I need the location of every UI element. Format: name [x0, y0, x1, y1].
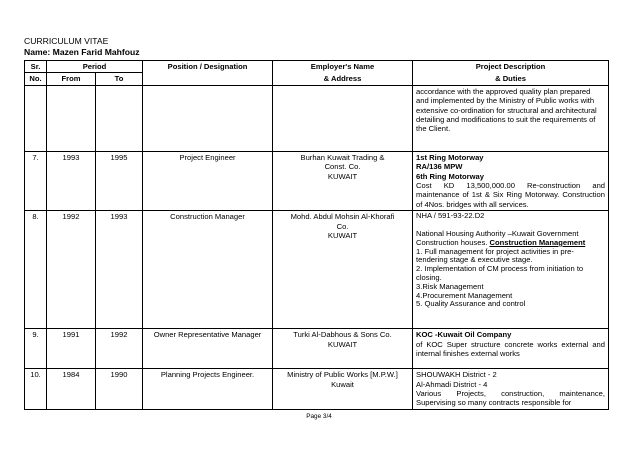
- employer-line: KUWAIT: [327, 231, 358, 241]
- table-row: [25, 211, 609, 329]
- project-text: Al-Ahmadi District - 4: [416, 379, 488, 389]
- col-period: Period: [47, 61, 143, 73]
- table-row: [25, 151, 609, 210]
- project-text: of KOC Super structure concrete works external and internal finishes external works: [416, 339, 606, 359]
- table-row: [25, 369, 609, 410]
- table-row: [25, 85, 609, 151]
- col-project-top: Project Description: [413, 61, 609, 73]
- sr-cell: 7.: [25, 151, 47, 210]
- project-cell: [413, 151, 609, 210]
- employer-cell: [273, 211, 413, 329]
- employer-line: Kuwait: [331, 379, 354, 389]
- candidate-name: Name: Mazen Farid Mahfouz: [24, 46, 140, 57]
- sr-cell: 10.: [25, 369, 47, 410]
- project-title: 1st Ring Motorway: [416, 152, 484, 162]
- header-row-bottom: [25, 73, 609, 85]
- duty-item: 4.Procurement Management: [416, 290, 513, 300]
- sr-cell: [25, 85, 47, 151]
- to-cell: 1990: [96, 369, 143, 410]
- employer-cell: [273, 85, 413, 151]
- employer-line: KUWAIT: [327, 171, 358, 181]
- table-row: [25, 329, 609, 369]
- duty-item: 2. Implementation of CM process from initiation to closing.: [416, 264, 584, 283]
- col-from: From: [47, 73, 96, 85]
- position-cell: Owner Representative Manager: [143, 329, 273, 369]
- employer-line: Co.: [336, 221, 349, 231]
- position-cell: Planning Projects Engineer.: [143, 369, 273, 410]
- position-cell: Project Engineer: [143, 151, 273, 210]
- experience-table: [24, 60, 609, 410]
- employer-cell: [273, 151, 413, 210]
- employer-line: Mohd. Abdul Mohsin Al-Khorafi: [290, 212, 395, 222]
- from-cell: 1992: [47, 211, 96, 329]
- project-cell: [413, 85, 609, 151]
- to-cell: 1993: [96, 211, 143, 329]
- from-cell: 1984: [47, 369, 96, 410]
- to-cell: 1992: [96, 329, 143, 369]
- project-authority: [416, 230, 605, 248]
- to-cell: 1995: [96, 151, 143, 210]
- from-cell: 1993: [47, 151, 96, 210]
- employer-cell: [273, 329, 413, 369]
- document-title: CURRICULUM VITAE: [24, 36, 109, 46]
- project-title: RA/136 MPW: [416, 162, 463, 172]
- to-cell: [96, 85, 143, 151]
- project-cell: [413, 211, 609, 329]
- employer-cell: [273, 369, 413, 410]
- col-project-bottom: & Duties: [413, 73, 609, 85]
- employer-line: Const. Co.: [324, 162, 361, 172]
- employer-line: Turki Al-Dabhous & Sons Co.: [293, 330, 392, 340]
- project-text: accordance with the approved quality plan prepared and implemented by the Ministry of Public works with extensive co-ordination for structural and architectural detailing and modifications to suit the requirements of the Client.: [416, 86, 597, 134]
- project-text: Various Projects, construction, maintenance, Supervising so many contracts responsible for: [416, 389, 606, 408]
- from-cell: 1991: [47, 329, 96, 369]
- position-cell: [143, 85, 273, 151]
- duty-item: 1. Full management for project activities in pre-tendering stage & executive stage.: [416, 246, 574, 265]
- col-position: Position / Designation: [143, 61, 273, 86]
- position-cell: Construction Manager: [143, 211, 273, 329]
- project-title: 6th Ring Motorway: [416, 171, 484, 181]
- col-sr-top: Sr.: [25, 61, 47, 73]
- employer-line: KUWAIT: [327, 339, 358, 349]
- col-employer-top: Employer's Name: [273, 61, 413, 73]
- employer-line: Burhan Kuwait Trading &: [300, 152, 385, 162]
- duty-item: 3.Risk Management: [416, 281, 484, 291]
- col-sr-bottom: No.: [25, 73, 47, 85]
- employer-line: Ministry of Public Works [M.P.W.]: [287, 370, 398, 380]
- project-cell: [413, 329, 609, 369]
- project-title: KOC -Kuwait Oil Company: [416, 330, 512, 340]
- page-number: Page 3/4: [306, 413, 332, 420]
- sr-cell: 8.: [25, 211, 47, 329]
- col-to: To: [96, 73, 143, 85]
- project-cell: [413, 369, 609, 410]
- project-text: Cost KD 13,500,000.00 Re-construction and maintenance of 1st & Six Ring Motorway. Construction of 4Nos. bridges with all services.: [416, 181, 606, 209]
- project-text: SHOUWAKH District - 2: [416, 370, 497, 380]
- from-cell: [47, 85, 96, 151]
- authority-text: National Housing Authority –Kuwait Government Construction houses.: [416, 229, 579, 247]
- sr-cell: 9.: [25, 329, 47, 369]
- col-employer-bottom: & Address: [273, 73, 413, 85]
- document-header: [24, 36, 140, 57]
- duty-item: 5. Quality Assurance and control: [416, 299, 526, 309]
- cm-heading: Construction Management: [489, 237, 586, 247]
- project-ref: NHA / 591-93-22.D2: [416, 211, 485, 221]
- header-row-top: [25, 61, 609, 73]
